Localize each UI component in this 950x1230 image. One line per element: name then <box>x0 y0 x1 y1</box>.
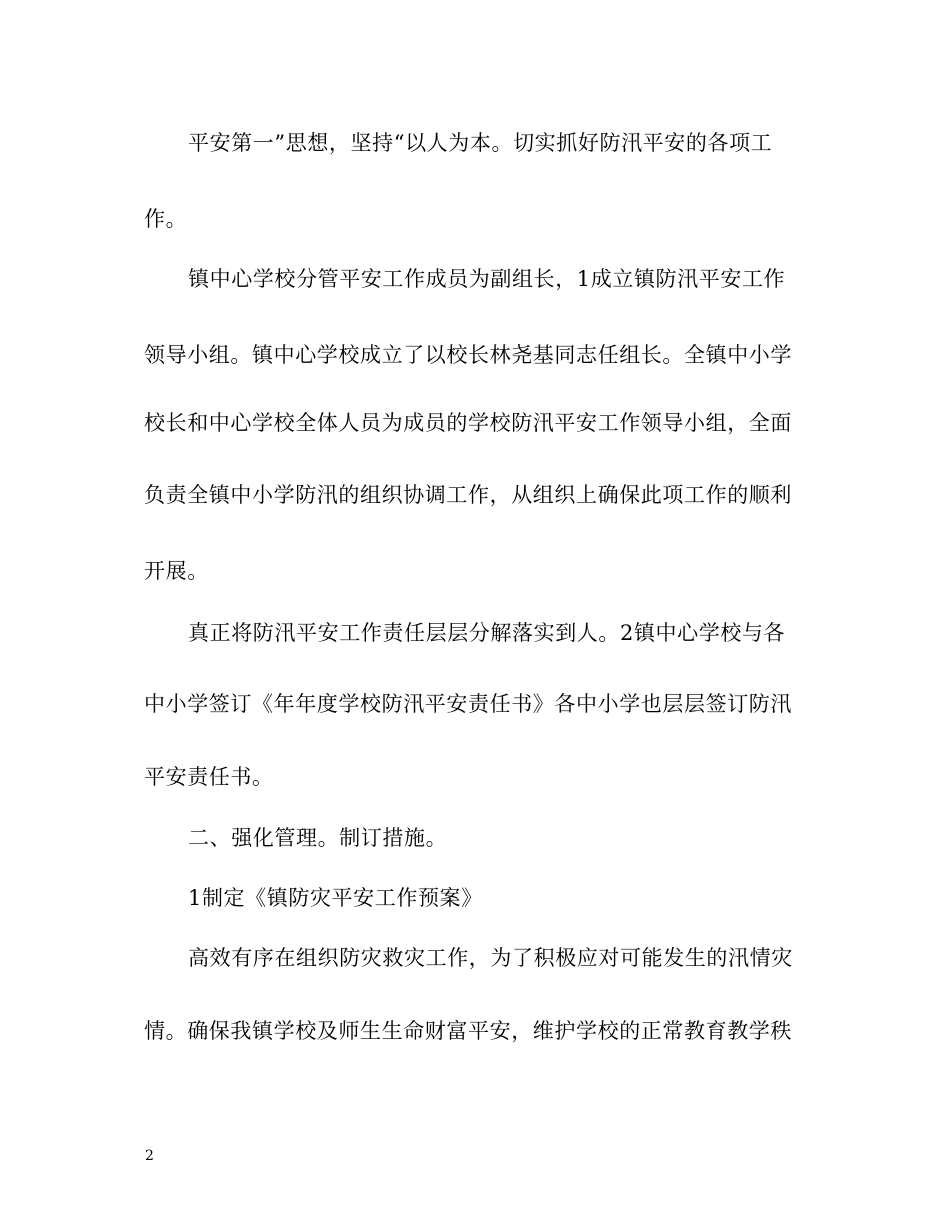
paragraph-line: 作。 <box>144 207 188 231</box>
paragraph-line: 情。确保我镇学校及师生生命财富平安，维护学校的正常教育教学秩 <box>144 1019 792 1043</box>
paragraph-line: 校长和中心学校全体人员为成员的学校防汛平安工作领导小组，全面 <box>144 411 792 435</box>
paragraph-line: 平安第一”思想，坚持“以人为本。切实抓好防汛平安的各项工 <box>188 131 773 155</box>
paragraph-line: 高效有序在组织防灾救灾工作，为了积极应对可能发生的汛情灾 <box>188 946 793 970</box>
page-number: 2 <box>145 1148 154 1164</box>
paragraph-line: 负责全镇中小学防汛的组织协调工作，从组织上确保此项工作的顺利 <box>144 483 792 507</box>
subsection-heading: 1制定《镇防灾平安工作预案》 <box>188 886 483 910</box>
paragraph-line: 领导小组。镇中心学校成立了以校长林尧基同志任组长。全镇中小学 <box>144 343 792 367</box>
paragraph-line: 镇中心学校分管平安工作成员为副组长，1成立镇防汛平安工作 <box>188 267 786 291</box>
paragraph-line: 中小学签订《年年度学校防汛平安责任书》各中小学也层层签订防汛 <box>144 692 792 716</box>
paragraph-line: 真正将防汛平安工作责任层层分解落实到人。2镇中心学校与各 <box>188 621 786 645</box>
paragraph-line: 平安责任书。 <box>144 765 274 789</box>
paragraph-line: 开展。 <box>144 559 209 583</box>
section-heading: 二、强化管理。制订措施。 <box>188 826 448 850</box>
